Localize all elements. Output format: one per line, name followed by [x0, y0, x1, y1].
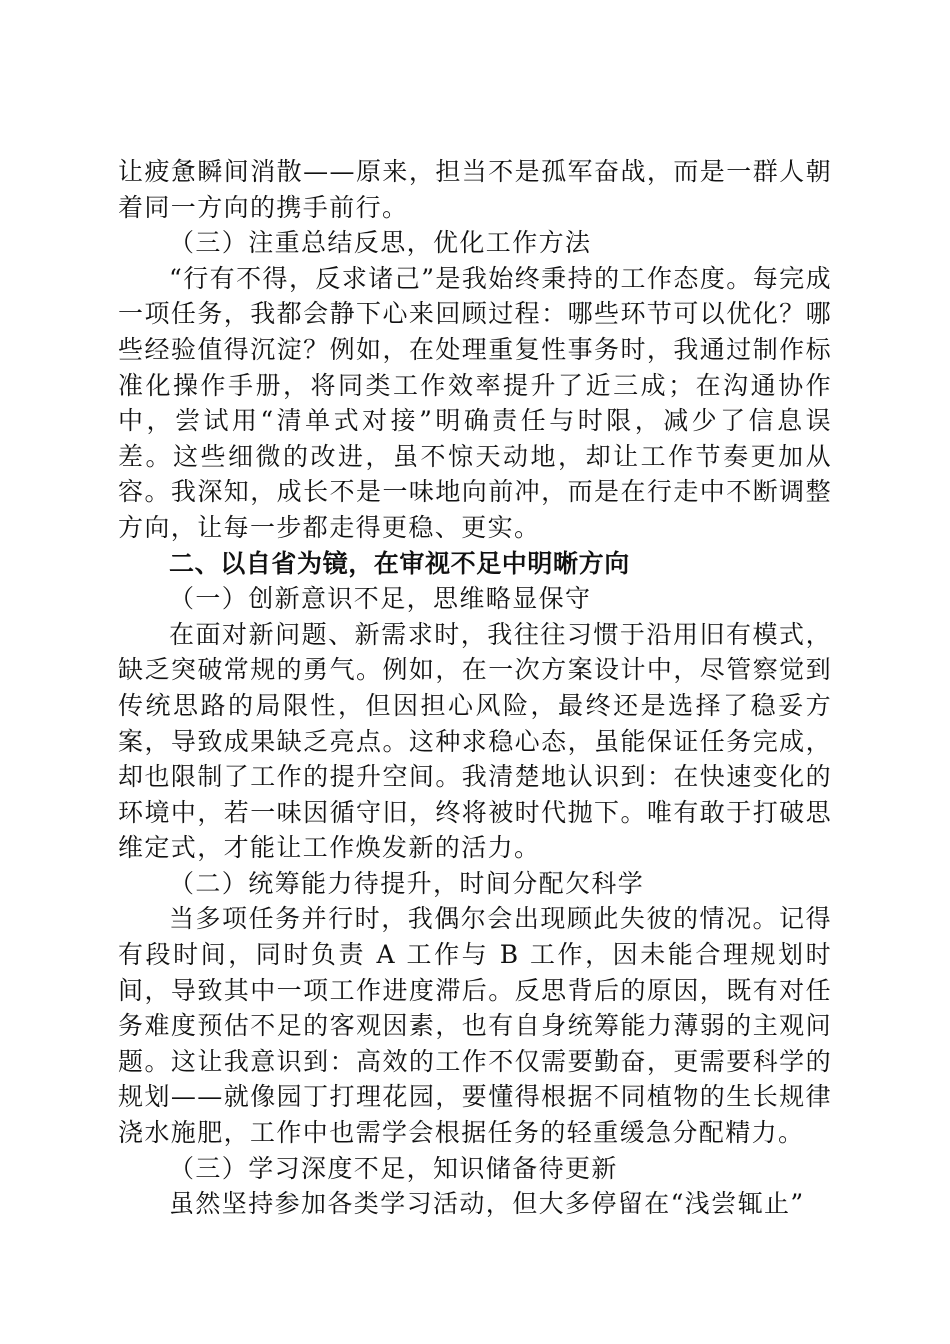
sub-heading-coordination: （二）统筹能力待提升，时间分配欠科学 — [169, 868, 645, 898]
document-body — [118, 154, 832, 1222]
paragraph: “行有不得，反求诸己”是我始终秉持的工作态度。每完成一项任务，我都会静下心来回顾过程：哪些环节可以优化？哪些经验值得沉淀？例如，在处理重复性事务时，我通过制作标准化操作手册，将同类工作效率提升了近三成；在沟通协作中，尝试用“清单式对接”明确责任与时限，减少了信息误差。这些细微的改进，虽不惊天动地，却让工作节奏更加从容。我深知，成长不是一味地向前冲，而是在行走中不断调整方向，让每一步都走得更稳、更实。 — [118, 263, 832, 542]
sub-heading-learning: （三）学习深度不足，知识储备待更新 — [169, 1153, 618, 1183]
paragraph: 当多项任务并行时，我偶尔会出现顾此失彼的情况。记得有段时间，同时负责 A 工作与 B 工作，因未能合理规划时间，导致其中一项工作进度滞后。反思背后的原因，既有对任务难度预估不足的客观因素，也有自身统筹能力薄弱的主观问题。这让我意识到：高效的工作不仅需要勤奋，更需要科学的规划——就像园丁打理花园，要懂得根据不同植物的生长规律浇水施肥，工作中也需学会根据任务的轻重缓急分配精力。 — [118, 904, 832, 1148]
section-heading-self-reflection: 二、以自省为镜，在审视不足中明晰方向 — [169, 548, 630, 578]
paragraph: 在面对新问题、新需求时，我往往习惯于沿用旧有模式，缺乏突破常规的勇气。例如，在一次方案设计中，尽管察觉到传统思路的局限性，但因担心风险，最终还是选择了稳妥方案，导致成果缺乏亮点。这种求稳心态，虽能保证任务完成，却也限制了工作的提升空间。我清楚地认识到：在快速变化的环境中，若一味因循守旧，终将被时代抛下。唯有敢于打破思维定式，才能让工作焕发新的活力。 — [118, 619, 832, 863]
sub-heading-summary-reflection: （三）注重总结反思，优化工作方法 — [169, 228, 592, 258]
paragraph: 虽然坚持参加各类学习活动，但大多停留在“浅尝辄止” — [169, 1189, 805, 1219]
paragraph-continued: 让疲惫瞬间消散——原来，担当不是孤军奋战，而是一群人朝着同一方向的携手前行。 — [118, 157, 832, 222]
sub-heading-innovation: （一）创新意识不足，思维略显保守 — [169, 584, 592, 614]
